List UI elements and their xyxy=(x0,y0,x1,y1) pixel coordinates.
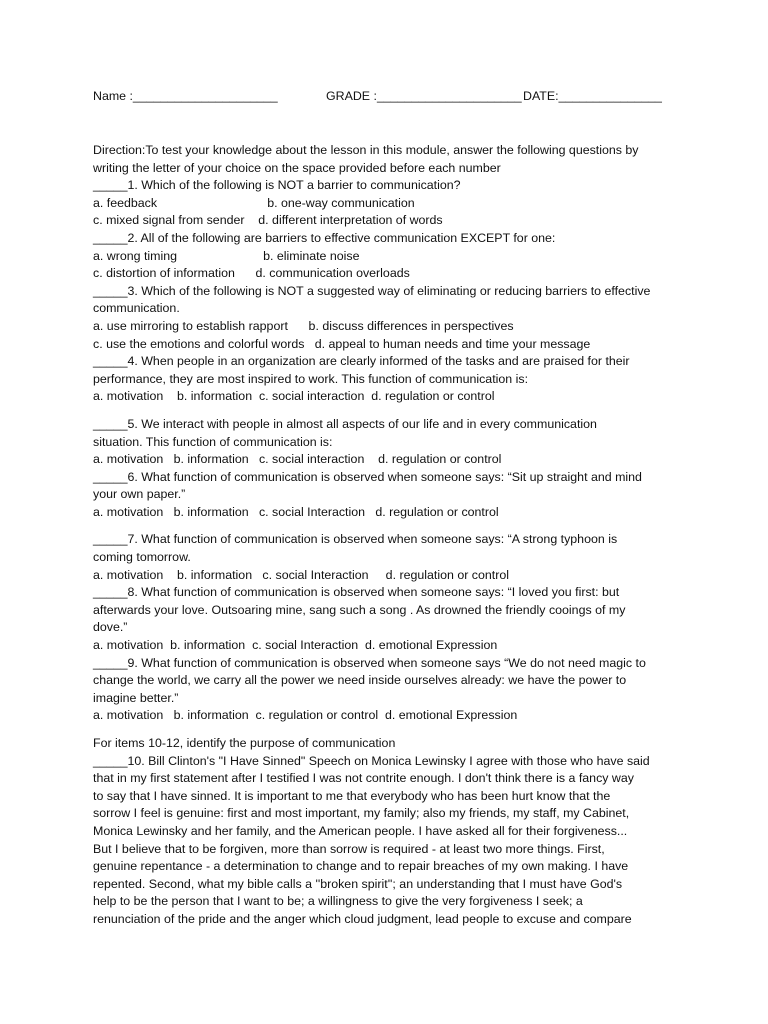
text-line: your own paper.” xyxy=(93,487,186,502)
text-line: a. motivation b. information c. social Interaction d. emotional Expression xyxy=(93,638,498,653)
text-line: _____4. When people in an organization are clearly informed of the tasks and are praised for their xyxy=(93,354,630,369)
text-line: _____9. What function of communication is observed when someone says “We do not need magic to xyxy=(93,655,646,670)
text-line: a. wrong timing b. eliminate noise xyxy=(93,248,360,263)
text-line: afterwards your love. Outsoaring mine, sang such a song . As drowned the friendly cooings of my xyxy=(93,602,626,617)
text-line: a. motivation b. information c. social Interaction d. regulation or control xyxy=(93,567,509,582)
text-line: a. feedback b. one-way communication xyxy=(93,195,415,210)
text-line: _____5. We interact with people in almost all aspects of our life and in every communication xyxy=(93,416,597,431)
text-line: repented. Second, what my bible calls a ''broken spirit''; an understanding that I must have God's xyxy=(93,876,623,891)
text-line: renunciation of the pride and the anger which cloud judgment, lead people to excuse and compare xyxy=(93,911,632,926)
text-line: imagine better.” xyxy=(93,690,179,705)
text-line: c. mixed signal from sender d. different interpretation of words xyxy=(93,213,443,228)
text-line: Direction:To test your knowledge about the lesson in this module, answer the following questions by xyxy=(93,143,639,157)
text-line: _____3. Which of the following is NOT a suggested way of eliminating or reducing barriers to effective xyxy=(93,283,651,298)
date-field: DATE:_______________ xyxy=(523,89,662,103)
text-line: a. motivation b. information c. social interaction d. regulation or control xyxy=(93,389,495,404)
text-line: a. motivation b. information c. social interaction d. regulation or control xyxy=(93,452,502,467)
text-line: coming tomorrow. xyxy=(93,550,191,565)
text-line: help to be the person that I want to be; a willingness to give the very forgiveness I seek; a xyxy=(93,894,583,909)
paragraph-gap xyxy=(93,521,677,531)
text-line: _____8. What function of communication is observed when someone says: “I loved you first: but xyxy=(93,585,620,600)
text-line: c. distortion of information d. communication overloads xyxy=(93,266,410,281)
text-line: _____2. All of the following are barriers to effective communication EXCEPT for one: xyxy=(93,230,556,245)
text-line: change the world, we carry all the power we need inside ourselves already: we have the power to xyxy=(93,673,627,688)
text-line: to say that I have sinned. It is important to me that everybody who has been hurt know that the xyxy=(93,788,611,803)
text-line: a. motivation b. information c. social Interaction d. regulation or control xyxy=(93,504,499,519)
text-line: a. motivation b. information c. regulation or control d. emotional Expression xyxy=(93,708,518,723)
text-line: c. use the emotions and colorful words d. appeal to human needs and time your message xyxy=(93,336,591,351)
text-line: dove.” xyxy=(93,620,128,635)
text-line: But I believe that to be forgiven, more than sorrow is required - at least two more things. First, xyxy=(93,841,605,856)
paragraph-gap xyxy=(93,406,677,416)
text-line: Monica Lewinsky and her family, and the American people. I have asked all for their forgiveness... xyxy=(93,823,628,838)
text-line: performance, they are most inspired to work. This function of communication is: xyxy=(93,371,529,386)
text-line: _____6. What function of communication is observed when someone says: “Sit up straight and mind xyxy=(93,469,642,484)
text-line: For items 10-12, identify the purpose of communication xyxy=(93,736,396,750)
paragraph-gap xyxy=(93,725,677,735)
grade-field: GRADE :_____________________ xyxy=(326,89,522,103)
text-line: situation. This function of communication is: xyxy=(93,434,333,449)
text-line: _____1. Which of the following is NOT a barrier to communication? xyxy=(93,178,461,193)
quiz-body xyxy=(93,142,677,929)
text-line: sorrow I feel is genuine: first and most important, my family; also my friends, my staff, my Cabinet, xyxy=(93,806,630,821)
text-line: communication. xyxy=(93,301,180,316)
text-line: _____7. What function of communication is observed when someone says: “A strong typhoon is xyxy=(93,532,618,547)
name-field: Name :_____________________ xyxy=(93,89,278,103)
header-fields xyxy=(93,88,693,106)
text-line: a. use mirroring to establish rapport b. discuss differences in perspectives xyxy=(93,318,514,333)
text-line: genuine repentance - a determination to change and to repair breaches of my own making. I have xyxy=(93,859,629,874)
text-line: that in my first statement after I testified I was not contrite enough. I don't think there is a fancy way xyxy=(93,771,634,786)
text-line: writing the letter of your choice on the space provided before each number xyxy=(93,160,501,175)
text-line: _____10. Bill Clinton's "I Have Sinned" Speech on Monica Lewinsky I agree with those who have said xyxy=(93,753,650,768)
